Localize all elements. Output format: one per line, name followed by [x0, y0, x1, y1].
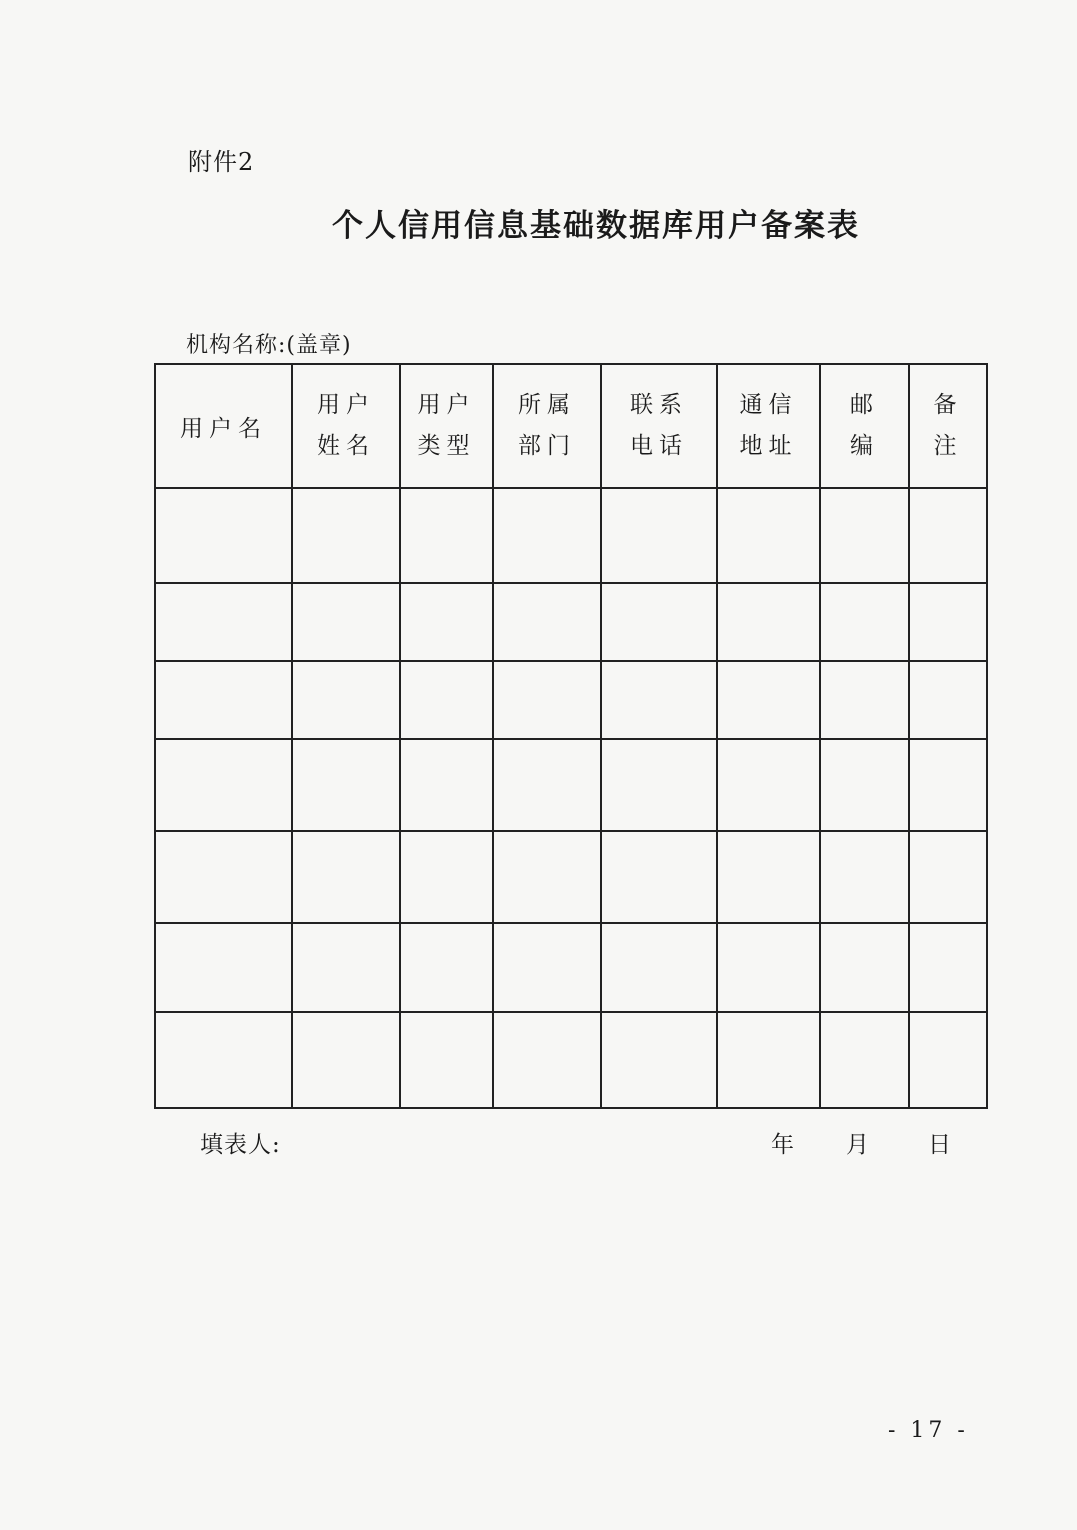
header-cell-user-name: 用户 姓名 [292, 364, 400, 488]
table-cell[interactable] [400, 661, 493, 739]
header-cell-address: 通信 地址 [717, 364, 820, 488]
table-cell[interactable] [820, 923, 909, 1012]
table-cell[interactable] [601, 831, 717, 923]
table-cell[interactable] [155, 831, 292, 923]
date-day-label: 日 [928, 1132, 951, 1158]
table-cell[interactable] [601, 1012, 717, 1108]
table-cell[interactable] [493, 831, 601, 923]
table-cell[interactable] [909, 831, 987, 923]
table-cell[interactable] [717, 923, 820, 1012]
date-year-label: 年 [771, 1132, 794, 1158]
organization-label: 机构名称:(盖章) [186, 333, 352, 358]
table-cell[interactable] [155, 583, 292, 661]
table-cell[interactable] [292, 739, 400, 831]
table-cell[interactable] [155, 488, 292, 583]
filler-label: 填表人: [200, 1132, 281, 1158]
table-cell[interactable] [493, 583, 601, 661]
table-cell[interactable] [717, 661, 820, 739]
table-cell[interactable] [601, 739, 717, 831]
table-cell[interactable] [400, 923, 493, 1012]
registration-table [154, 363, 988, 1109]
table-cell[interactable] [909, 488, 987, 583]
table-cell[interactable] [400, 831, 493, 923]
table-cell[interactable] [155, 1012, 292, 1108]
table-cell[interactable] [292, 488, 400, 583]
table-cell[interactable] [820, 488, 909, 583]
header-cell-username: 用户名 [155, 364, 292, 488]
date-month-label: 月 [846, 1132, 869, 1158]
table-cell[interactable] [717, 1012, 820, 1108]
table-cell[interactable] [493, 661, 601, 739]
table-cell[interactable] [717, 488, 820, 583]
table-cell[interactable] [292, 831, 400, 923]
table-row [155, 661, 987, 739]
page-number: - 17 - [888, 1418, 969, 1443]
table-cell[interactable] [493, 923, 601, 1012]
table-row [155, 1012, 987, 1108]
table-row [155, 831, 987, 923]
table-cell[interactable] [493, 1012, 601, 1108]
table-cell[interactable] [909, 923, 987, 1012]
table-cell[interactable] [601, 923, 717, 1012]
table-cell[interactable] [909, 661, 987, 739]
table-cell[interactable] [292, 583, 400, 661]
table-cell[interactable] [909, 739, 987, 831]
table-cell[interactable] [820, 1012, 909, 1108]
header-cell-remarks: 备 注 [909, 364, 987, 488]
header-cell-phone: 联系 电话 [601, 364, 717, 488]
table-cell[interactable] [601, 488, 717, 583]
table-cell[interactable] [400, 488, 493, 583]
table-cell[interactable] [400, 739, 493, 831]
table-cell[interactable] [493, 739, 601, 831]
table-cell[interactable] [820, 661, 909, 739]
table-cell[interactable] [909, 583, 987, 661]
table-cell[interactable] [155, 739, 292, 831]
header-cell-department: 所属 部门 [493, 364, 601, 488]
table-cell[interactable] [601, 583, 717, 661]
table-cell[interactable] [155, 923, 292, 1012]
table-row [155, 739, 987, 831]
table-row [155, 583, 987, 661]
table-cell[interactable] [820, 583, 909, 661]
table-cell[interactable] [909, 1012, 987, 1108]
table-cell[interactable] [400, 583, 493, 661]
table-row [155, 923, 987, 1012]
table-cell[interactable] [155, 661, 292, 739]
table-cell[interactable] [717, 739, 820, 831]
table-cell[interactable] [400, 1012, 493, 1108]
table-cell[interactable] [292, 923, 400, 1012]
table-cell[interactable] [292, 1012, 400, 1108]
table-cell[interactable] [820, 831, 909, 923]
page-title: 个人信用信息基础数据库用户备案表 [332, 208, 860, 244]
header-cell-postcode: 邮 编 [820, 364, 909, 488]
header-cell-user-type: 用户 类型 [400, 364, 493, 488]
table-cell[interactable] [717, 583, 820, 661]
table-cell[interactable] [493, 488, 601, 583]
table-cell[interactable] [717, 831, 820, 923]
attachment-label: 附件2 [188, 148, 255, 176]
table-cell[interactable] [820, 739, 909, 831]
table-row [155, 488, 987, 583]
table-cell[interactable] [292, 661, 400, 739]
table-cell[interactable] [601, 661, 717, 739]
table-header-row [155, 364, 987, 488]
